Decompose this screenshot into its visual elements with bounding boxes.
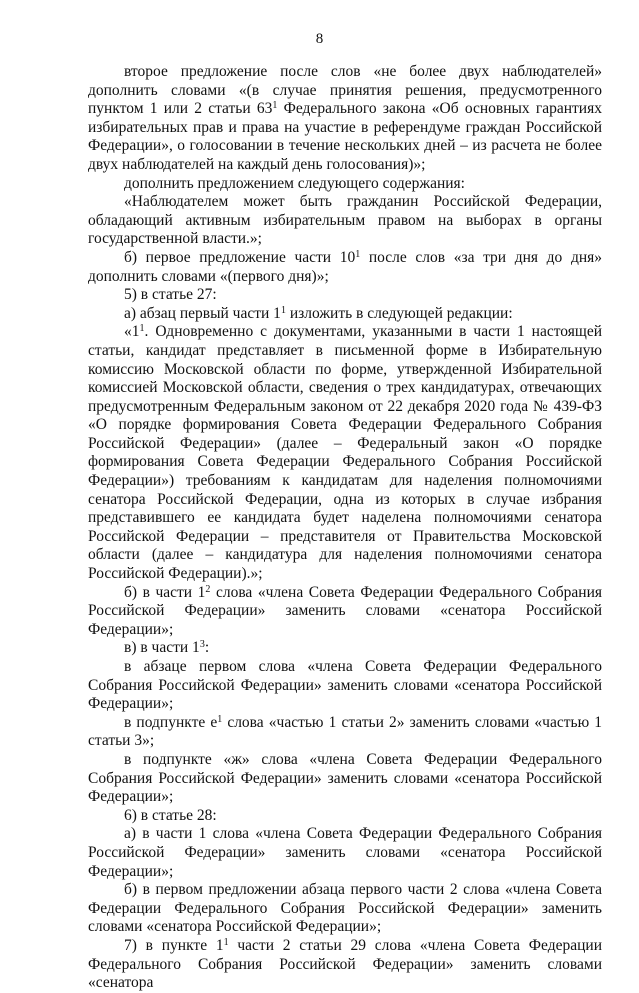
paragraph-text: слова «члена Совета Федерации Федерального Собрания Российской Федерации» заменить словами «сенатора Российской Федерации»;	[88, 583, 602, 638]
paragraph-text: 7) в пункте 1	[124, 936, 224, 954]
paragraph-text: в) в части 1	[124, 639, 200, 657]
paragraph	[88, 175, 602, 194]
paragraph	[88, 249, 602, 286]
paragraph-text: в подпункте е	[124, 713, 218, 731]
paragraph-text: б) в первом предложении абзаца первого части 2 слова «члена Совета Федерации Федерального Собрания Российской Федерации» заменить словами «сенатора Российской Федерации»;	[88, 881, 602, 936]
paragraph-text: в подпункте «ж» слова «члена Совета Федерации Федерального Собрания Российской Федерации» заменить словами «сенатора Российской Федерации»;	[88, 750, 602, 806]
paragraph	[88, 639, 602, 658]
paragraph-text: 5) в статье 27:	[124, 286, 217, 304]
paragraph	[88, 323, 602, 583]
superscript: 3	[199, 639, 205, 651]
paragraph-text: слова «частью 1 статьи 2» заменить словами «частью 1 статьи 3»;	[88, 713, 602, 750]
superscript: 1	[272, 100, 278, 112]
paragraph	[88, 658, 602, 714]
paragraph	[88, 584, 602, 640]
paragraph	[88, 807, 602, 826]
paragraph-text: после слов «за три дня до дня» дополнить словами «(первого дня)»;	[88, 248, 602, 285]
superscript: 1	[355, 248, 361, 260]
paragraph-text: части 2 статьи 29 слова «члена Совета Федерации Федерального Собрания Российской Федерации» заменить словами «сенатора	[88, 936, 602, 992]
paragraph	[88, 751, 602, 807]
paragraph-text: «1	[124, 323, 140, 341]
paragraph-text: б) в части 1	[124, 583, 206, 601]
paragraph-text: «Наблюдателем может быть гражданин Российской Федерации, обладающий активным избирательным правом на выборах в органы государственной власти.»;	[88, 193, 602, 248]
paragraph-text: б) первое предложение части 10	[124, 248, 356, 266]
paragraph-text: второе предложение после слов «не более двух наблюдателей» дополнить словами «(в случае принятия решения, предусмотренного пунктом 1 или 2 статьи 63	[88, 63, 602, 118]
paragraph	[88, 714, 602, 751]
paragraph-text: а) в части 1 слова «члена Совета Федерации Федерального Собрания Российской Федерации» заменить словами «сенатора Российской Федерации»;	[88, 825, 602, 880]
paragraph	[88, 825, 602, 881]
paragraph-text: в абзаце первом слова «члена Совета Федерации Федерального Собрания Российской Федерации» заменить словами «сенатора Российской Федерации»;	[88, 658, 602, 713]
superscript: 1	[280, 304, 286, 316]
paragraph	[88, 193, 602, 249]
paragraph-text: Федерального закона «Об основных гарантиях избирательных прав и права на участие в референдуме граждан Российской Федерации», о голосовании в течение нескольких дней – из расчета не более двух наблюдателей на каждый день голосования)»;	[88, 100, 602, 173]
paragraph	[88, 937, 602, 993]
page-number: 8	[315, 31, 324, 47]
paragraph	[88, 63, 602, 175]
superscript: 2	[205, 583, 211, 595]
document-body	[88, 63, 602, 993]
paragraph	[88, 881, 602, 937]
superscript: 1	[139, 323, 145, 335]
superscript: 1	[223, 936, 229, 948]
paragraph-text: а) абзац первый части 1	[124, 304, 281, 322]
paragraph	[88, 286, 602, 305]
superscript: 1	[217, 713, 223, 725]
paragraph	[88, 305, 602, 324]
paragraph-text: :	[204, 639, 210, 657]
paragraph-text: изложить в следующей редакции:	[285, 304, 513, 322]
paragraph-text: дополнить предложением следующего содержания:	[124, 174, 465, 192]
paragraph-text: . Одновременно с документами, указанными в части 1 настоящей статьи, кандидат представляет в письменной форме в Избирательную комиссию Московской области по форме, утвержденной Избирательной комиссией Московской области, сведения о трех кандидатурах, отвечающих предусмотренным Федеральным законом от 22 декабря 2020 года № 439-ФЗ «О порядке формирования Совета Федерации Федерального Собрания Российской Федерации» (далее – Федеральный закон «О порядке формирования Совета Федерации Федерального Собрания Российской Федерации») требованиям к кандидатам для наделения полномочиями сенатора Российской Федерации, одна из которых в случае избрания представившего ее кандидата будет наделена полномочиями сенатора Российской Федерации – представителя от Правительства Московской области (далее – кандидатура для наделения полномочиями сенатора Российской Федерации).»;	[88, 323, 602, 583]
paragraph-text: 6) в статье 28:	[124, 806, 217, 824]
